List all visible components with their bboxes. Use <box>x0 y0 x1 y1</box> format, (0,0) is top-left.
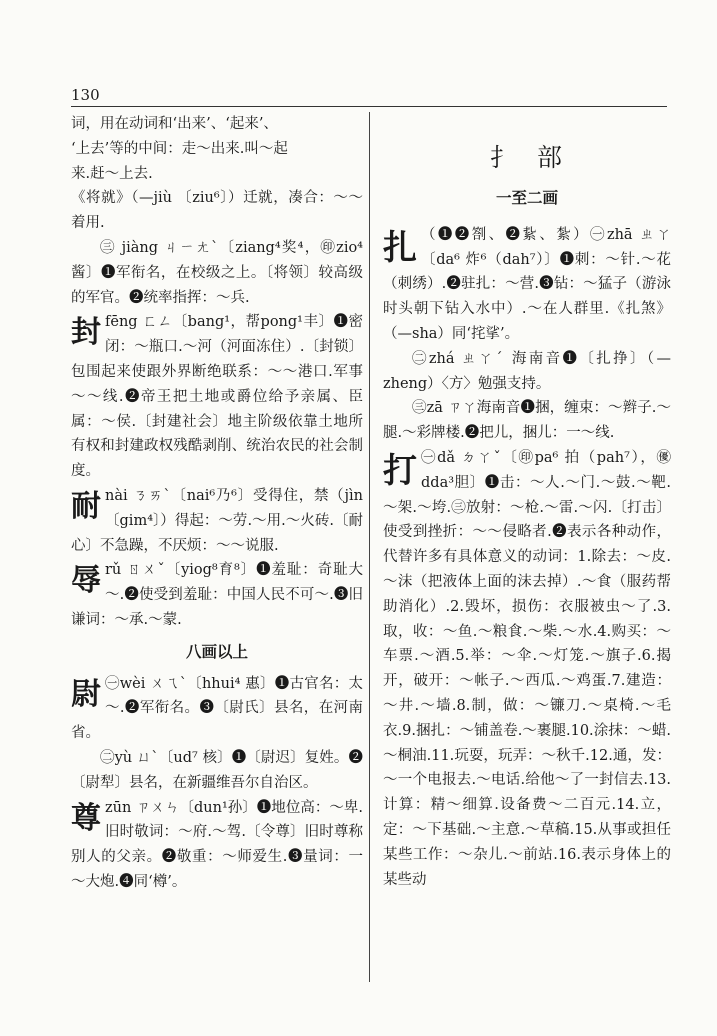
entry-zun <box>71 796 363 895</box>
intro-line-3: 来.赶～上去. <box>71 165 153 182</box>
entry-nai <box>71 484 363 558</box>
definition-feng: fēng ㄈㄥ〔bang¹，帮pong¹丰〕❶密闭：～瓶口.～河（河面冻住）.〔封锁〕包围起来使跟外界断绝联系：～～港口.军事～～线.❷帝王把土地或爵位给予亲属、臣属：～侯.〔封建社会〕地主阶级依靠土地所有权和封建政权残酷剥削、统治农民的社会制度。 <box>71 314 363 480</box>
entry-da <box>383 446 671 892</box>
radical-heading: 扌部 <box>489 143 584 172</box>
intro-line-1: 词，用在动词和‘出来’、‘起来’、 <box>71 116 278 132</box>
definition-da: ㊀dǎ ㄉㄚˇ〔㊞pa⁶ 拍（pah⁷），㊝dda³胆〕❶击：～人.～门.～鼓.～靶.～架.～垮.㊂放射：～枪.～雷.～闪.〔打击〕使受到挫折：～～侵略者.❷表示各种动作，代替许多有具体意义的动词：1.除去：～皮.～沫（把液体上面的沫去掉）.～食（服药帮助消化）.2.毁坏，损伤：衣服被虫～了.3.取，收：～鱼.～粮食.～柴.～水.4.购买：～车票.～酒.5.举：～伞.～灯笼.～旗子.6.揭开，破开：～帐子.～西瓜.～鸡蛋.7.建造：～井.～墙.8.制，做：～镰刀.～桌椅.～毛衣.9.捆扎：～铺盖卷.～裹腿.10.涂抹：～蜡.～桐油.11.玩耍，玩弄：～秋千.12.通，发：～一个电报去.～电话.给他～了一封信去.13.计算：精～细算.设备费～二百元.14.立，定：～下基础.～主意.～草稿.15.从事或担任某些工作：～杂儿.～前站.16.表示身体上的某些动 <box>383 449 671 888</box>
definition-wei: ㊀wèi ㄨㄟˋ〔hhui⁴ 惠〕❶古官名：太～.❷军衔名。❸〔尉氏〕县名，在河南省。 <box>71 675 363 742</box>
headword-ru: 辱 <box>71 563 101 599</box>
section-heading-1-2-strokes: 一至二画 <box>495 189 558 207</box>
entry-jiang-3: ㊂ jiàng ㄐㄧㄤˋ〔ziang⁴奖⁴，㊞zio⁴酱〕❶军衔名，在校级之上。〔将领〕较高级的军官。❷统率指挥：～兵. <box>71 239 363 306</box>
section-heading-8-strokes: 八画以上 <box>185 642 248 661</box>
definition-ru: rǔ ㄖㄨˇ〔yiog⁸育⁸〕❶羞耻：奇耻大～.❷使受到羞耻：中国人民不可～.❸旧谦词：～承.～蒙. <box>71 562 363 628</box>
headword-zun: 尊 <box>71 800 101 836</box>
headword-wei: 尉 <box>71 676 101 712</box>
entry-wei <box>71 672 363 746</box>
entry-zha-2: ㊁zhá ㄓㄚˊ 海南音❶〔扎挣〕（—zheng）〈方〉勉强支持。 <box>383 350 671 392</box>
page-number: 130 <box>71 86 100 104</box>
right-column <box>383 112 671 892</box>
column-divider <box>369 112 370 982</box>
left-column <box>71 112 363 895</box>
entry-jiangjiu: 《将就》（—jiù 〔ziu⁶〕）迁就，凑合：～～着用. <box>71 190 363 232</box>
entry-ru <box>71 558 363 632</box>
headword-zha: 扎 <box>383 227 417 268</box>
header-rule <box>71 106 667 107</box>
headword-nai: 耐 <box>71 488 101 524</box>
headword-feng: 封 <box>71 315 101 351</box>
entry-za: ㊂zā ㄗㄚ海南音❶捆，缠束：～辫子.～腿.～彩牌楼.❷把儿，捆儿：一～线. <box>383 400 671 442</box>
definition-zha: （❶❷劄、❷紥、紮）㊀zhā ㄓㄚ〔da⁶ 炸⁶（dah⁷）〕❶刺：～针.～花（刺绣）.❷驻扎：～营.❸钻：～猛子（游泳时头朝下钻入水中）.～在人群里.《扎煞》（—sha）同‘挓挲’。 <box>383 226 671 342</box>
intro-line-2: ‘上去’等的中间：走～出来.叫～起 <box>71 140 288 157</box>
headword-da: 打 <box>383 450 417 491</box>
entry-feng <box>71 310 363 484</box>
definition-nai: nài ㄋㄞˋ〔nai⁶乃⁶〕受得住，禁（jìn 〔gim⁴〕）得起：～劳.～用.～火砖.〔耐心〕不急躁，不厌烦：～～说服. <box>71 487 363 554</box>
entry-zha <box>383 223 671 347</box>
entry-yu: ㊁yù ㄩˋ〔ud⁷ 核〕❶〔尉迟〕复姓。❷〔尉犁〕县名，在新疆维吾尔自治区。 <box>71 749 363 791</box>
definition-zun: zūn ㄗㄨㄣ〔dun¹孙〕❶地位高：～卑.旧时敬词：～府.～驾.〔令尊〕旧时尊称别人的父亲。❷敬重：～师爱生.❸量词：一～大炮.❹同‘樽’。 <box>71 799 363 890</box>
